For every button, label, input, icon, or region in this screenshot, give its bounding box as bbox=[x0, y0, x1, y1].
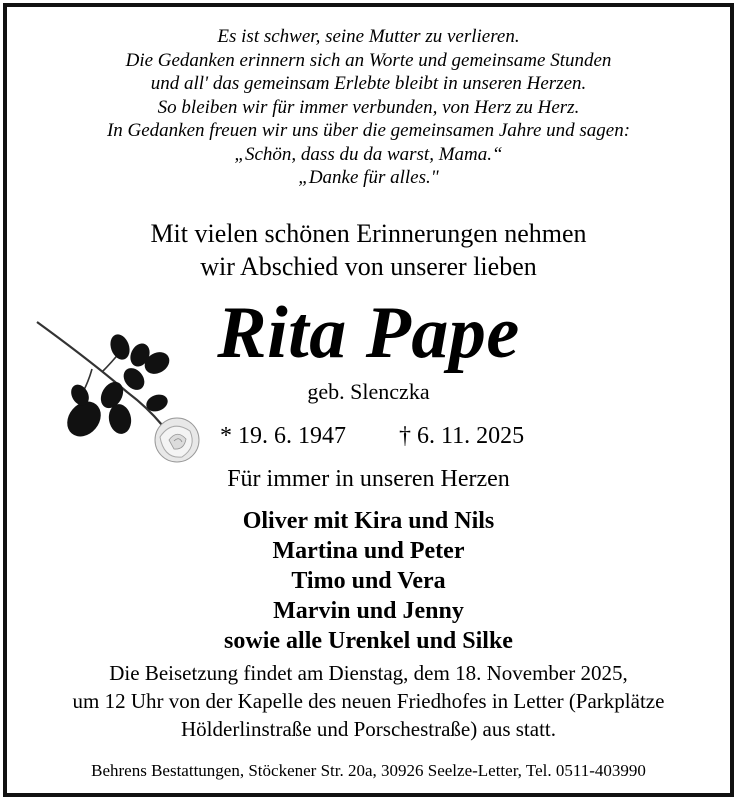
poem-line: So bleiben wir für immer verbunden, von Herz zu Herz. bbox=[157, 96, 580, 118]
intro-line: wir Abschied von unserer lieben bbox=[200, 252, 537, 281]
birth-date: * 19. 6. 1947 bbox=[220, 423, 346, 449]
death-date: † 6. 11. 2025 bbox=[399, 423, 525, 449]
funeral-home-contact: Behrens Bestattungen, Stöckener Str. 20a, 30926 Seelze-Letter, Tel. 0511-403990 bbox=[91, 761, 646, 780]
family-list bbox=[7, 506, 730, 656]
family-member: Martina und Peter bbox=[272, 538, 465, 564]
funeral-line: um 12 Uhr von der Kapelle des neuen Friedhofes in Letter (Parkplätze bbox=[72, 689, 665, 713]
poem-line: Es ist schwer, seine Mutter zu verlieren. bbox=[217, 26, 520, 47]
poem-line: „Danke für alles." bbox=[298, 167, 439, 188]
motto: Für immer in unseren Herzen bbox=[227, 466, 510, 492]
family-member: Oliver mit Kira und Nils bbox=[242, 508, 495, 534]
intro-text bbox=[7, 217, 730, 283]
family-member: Marvin und Jenny bbox=[273, 598, 464, 624]
poem-line: In Gedanken freuen wir uns über die gemeinsamen Jahre und sagen: bbox=[106, 120, 631, 141]
poem bbox=[7, 25, 730, 190]
funeral-line: Hölderlinstraße und Porschestraße) aus statt. bbox=[181, 717, 556, 741]
family-member: Timo und Vera bbox=[291, 568, 446, 594]
poem-line: Die Gedanken erinnern sich an Worte und gemeinsame Stunden bbox=[125, 49, 612, 71]
obituary-frame bbox=[3, 3, 734, 797]
intro-line: Mit vielen schönen Erinnerungen nehmen bbox=[150, 219, 587, 248]
funeral-line: Die Beisetzung findet am Dienstag, dem 18. November 2025, bbox=[109, 661, 628, 685]
family-member: sowie alle Urenkel und Silke bbox=[224, 628, 513, 654]
deceased-name: Rita Pape bbox=[217, 292, 520, 374]
poem-line: und all' das gemeinsam Erlebte bleibt in unseren Herzen. bbox=[150, 73, 587, 94]
funeral-notice bbox=[7, 659, 730, 743]
maiden-name: geb. Slenczka bbox=[307, 379, 430, 404]
poem-line: „Schön, dass du da warst, Mama.“ bbox=[234, 143, 503, 165]
